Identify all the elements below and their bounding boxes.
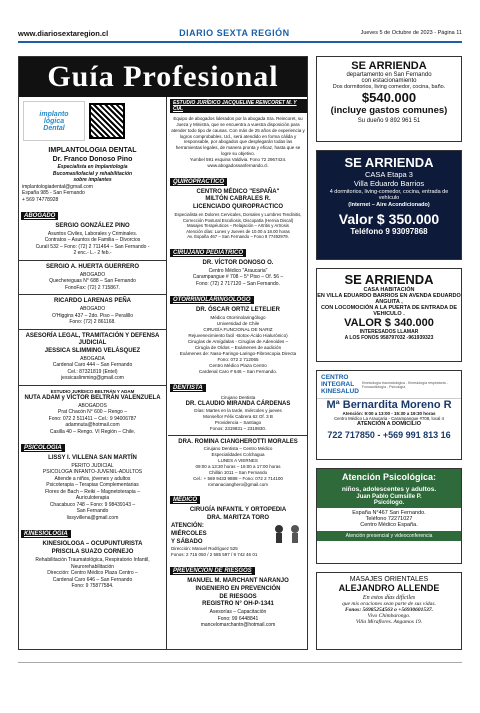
rg-t1: MANUEL M. MARCHANT NARANJO bbox=[187, 578, 289, 585]
bt-l4: Casilla 40 – Rengo. VI Región – Chile. bbox=[49, 428, 136, 435]
ad2-l1: CASA Etapa 3 bbox=[365, 170, 413, 179]
estudio-block bbox=[168, 115, 308, 170]
ad6-l2: que mis oraciones sean parte de sus vidas. bbox=[342, 601, 436, 607]
divider bbox=[19, 294, 166, 295]
ej-l2: Yumbel 591 esquina Valdivia. Fono 72 2967424. bbox=[189, 156, 287, 162]
ad3-price: VALOR $ 340.000 bbox=[344, 317, 434, 329]
ad3-l1: CASA HABITACIÓN bbox=[363, 287, 415, 293]
ad1-title: SE ARRIENDA bbox=[351, 60, 427, 72]
ad3-title: SE ARRIENDA bbox=[344, 272, 434, 287]
qr-t2: MILTÓN CABRALES R. bbox=[205, 196, 271, 203]
qr-l2: Masajes Terapéuticos – Relajación – Artritis y Artrosis bbox=[187, 223, 289, 229]
kn-sub: PRISCILA SUAZO CORNEJO bbox=[51, 549, 134, 556]
d1-l4: Fonos: 2319831 – 2319830. bbox=[209, 425, 267, 431]
ot-l4: Rejuvenecimiento facil -Botox-Ácido Hialurónico) bbox=[188, 332, 288, 338]
ad4-l2: Centro Médico La Araucaria - Carampangue #708, local 4 bbox=[334, 416, 444, 421]
d2-l5: Chillán 1011 – San Fernando bbox=[208, 469, 268, 475]
ot-l7: Exámenes de: Naso-Faringo-Laringo-Fibroscopia Directa bbox=[179, 350, 297, 356]
ad6-l3: Fonos: 56985254563 o +56930601537. bbox=[344, 607, 434, 613]
ad6-l1: En estos días difíciles bbox=[362, 595, 416, 601]
dentista2-block bbox=[168, 438, 308, 489]
ad6-l4: Vivo Chimbarongo. bbox=[367, 613, 411, 619]
qr-l4: Av. España 467 – San Fernando – Fono 9 77492979. bbox=[187, 234, 289, 240]
lv-l6: Chacabuco 748 – Fono: 9 98439143 – bbox=[49, 501, 136, 508]
d2-name: DRA. ROMINA CIANGHEROTTI MORALES bbox=[178, 438, 298, 445]
lv-name: LISSY I. VILLENA SAN MARTÍN bbox=[48, 455, 137, 462]
section-medico: MÉDICO bbox=[170, 496, 200, 504]
ot-l5: Cirugías de Amígdalas - Cirugías de Adenoides – bbox=[187, 338, 289, 344]
guide-left-column bbox=[19, 97, 167, 649]
ad5-l6: Centro Médico España. bbox=[360, 522, 418, 528]
implant-spec3: sobre implantes bbox=[73, 177, 112, 184]
rg-l3[interactable]: mancelomarchantn@hotmail.com bbox=[200, 622, 276, 629]
bt-role: ABOGADOS bbox=[78, 402, 107, 409]
sg-l2: Contratos – Asuntos de Familia – Divorcios bbox=[44, 237, 141, 244]
ad5-l7: Atención presencial y videoconferencia bbox=[317, 531, 461, 541]
lv-l7: San Fernando bbox=[76, 508, 109, 515]
ot-l1: Médico Otorrinolaringólogo bbox=[210, 314, 266, 320]
rg-t2: INGENIERO EN PREVENCIÓN bbox=[195, 585, 281, 592]
kn-l1: Rehabilitación Traumatológica, Respiratorio Infantil, bbox=[35, 557, 150, 563]
divider bbox=[168, 435, 308, 436]
section-cirujano: CIRUJANO PEDIÁTRICO bbox=[170, 249, 246, 257]
rg-t3: DE RIESGOS bbox=[219, 593, 257, 600]
quiro-block bbox=[168, 188, 308, 241]
ad5-l1: niños, adolescentes y adultos. bbox=[317, 485, 461, 494]
bt-l2: Fono: 072 2 511411 – Cel.: 9 94006787 bbox=[48, 415, 137, 422]
kn-l5: Fono: 9 75877584. bbox=[71, 583, 114, 589]
lv-role: PERITO JUDICIAL bbox=[71, 462, 114, 469]
lv-l1: PSICOLOGA INFANTO-JUVENIL-ADULTOS bbox=[42, 469, 143, 476]
rl-l1: O'Higgins 437 – 2do. Piso – Peralillo bbox=[51, 312, 133, 319]
lv-l3: Psicoterapia – Terapias Complementarias bbox=[46, 482, 139, 489]
ad1-phone: Su dueño 9 892 961 51 bbox=[357, 118, 421, 124]
kn-l2: Neurorehabilitación bbox=[70, 563, 115, 570]
ot-l2: Universidad de Chile bbox=[216, 320, 260, 326]
ad4-name: Mª Bernardita Moreno R bbox=[326, 399, 452, 411]
implant-spec2: Bucomaxilofacial y rehabilitación bbox=[52, 170, 133, 177]
ej-l1: Equipo de abogados liderados por la abogada Sra. Reincoret, su Jueza y Ministra, que se encuentra a vuestra disposición para atender todo tipo de causas. Con más de 25 años de experiencia y logros comprobables. Ud., será atendido en forma cálida y responsable, por abogados que desplegarán todas las herramientas legales, de manera pronta y eficaz, hasta que se logre su objetivo. bbox=[171, 116, 305, 157]
page-header bbox=[18, 26, 462, 40]
ot-l3: CIRUGÍA FUNCIONAL DE NARIZ bbox=[203, 326, 273, 332]
lv-l2: Atiende a niños, jóvenes y adultos bbox=[54, 475, 131, 482]
lv-l8[interactable]: lissyvillena@gmail.com bbox=[66, 514, 119, 521]
sg-l4: 2 enc.- L.- 2 feb.- bbox=[73, 250, 112, 257]
ad2-phone: Teléfono 9 93097868 bbox=[350, 227, 428, 236]
ad5-l2: Juan Pablo Cumsille P. bbox=[317, 494, 461, 500]
section-riesgos: PREVENCIÓN DE RIESGOS bbox=[170, 567, 255, 575]
qr-t3: LICENCIADO QUIROPRACTICO bbox=[193, 204, 283, 211]
md-t1: CIRUGÍA INFANTIL Y ORTOPEDIA bbox=[189, 507, 287, 514]
ot-l10: Cardenal Caro # 646 – San Fernando. bbox=[198, 368, 278, 374]
cp-l1: Centro Médico "Araucaria" bbox=[208, 267, 268, 274]
ad5-l5: Teléfono 72271027 bbox=[365, 516, 413, 522]
bt-title: ESTUDIO JURÍDICO BELTRÁN Y ADAM bbox=[50, 388, 135, 394]
header-rule bbox=[18, 41, 462, 43]
sergio-gonzalez-block bbox=[19, 222, 166, 258]
qr-l1: Especialista en Dolores Cervicales, Dorsales y Lumbres Tendinitis, Corrección Postural Escoliosis, Discopatía (Hernia Discal) bbox=[174, 211, 302, 223]
ciru-block bbox=[168, 259, 308, 288]
ad5-l3: Psicólogo. bbox=[317, 500, 461, 508]
medico-block bbox=[168, 506, 308, 559]
d2-l3: LUNES A VIERNES bbox=[218, 458, 258, 464]
sh-l1: Quechereguas N° 688 – San Fernando bbox=[49, 278, 136, 285]
d1-l3: Providencia – Santiago bbox=[214, 419, 262, 425]
md-t5: Y SÁBADO bbox=[171, 538, 203, 545]
implant-email[interactable]: implantologiadental@gmail.com bbox=[22, 183, 93, 190]
dentista1-block bbox=[168, 394, 308, 433]
qr-l3: Atención días: Lunes y Jueves de 10.00 a 18.00 horas bbox=[186, 228, 290, 234]
guia-profesional bbox=[18, 56, 308, 650]
lv-l5: Auriculoterapia bbox=[75, 495, 110, 502]
ad-masajes-orientales bbox=[316, 572, 462, 650]
kn-name: KINESIOLOGA – OCUPUNTURISTA bbox=[42, 541, 143, 548]
d1-name: DR. CLAUDIO MIRANDA CÁRDENAS bbox=[185, 400, 291, 407]
ricardo-block bbox=[19, 297, 166, 326]
qr-t1: CENTRO MÉDICO "ESPAÑA" bbox=[196, 188, 280, 195]
divider bbox=[19, 260, 166, 261]
ad-atencion-psicologica bbox=[316, 468, 462, 564]
ad2-l2: Villa Eduardo Barrios bbox=[353, 179, 425, 188]
sg-name: SERGIO GONZÁLEZ PINO bbox=[55, 223, 130, 230]
section-dentista: DENTISTA bbox=[170, 384, 206, 392]
ad2-price: Valor $ 350.000 bbox=[338, 211, 440, 227]
ad6-t1: MASAJES ORIENTALES bbox=[349, 576, 429, 583]
implant-phone: + 569 74778928 bbox=[22, 196, 59, 203]
ad-arriendo-depto bbox=[316, 56, 462, 142]
md-l1: Dirección: Manuel Rodríguez 525 bbox=[171, 546, 238, 552]
kn-l3: Dirección: Centro Médico Plaza Centro – bbox=[47, 570, 138, 576]
ad1-l3: Dos dormitorios, living comedor, cocina, baño. bbox=[332, 84, 446, 90]
sergio-huerta-block bbox=[19, 263, 166, 292]
ad-kinesalud bbox=[316, 370, 462, 460]
d2-l7[interactable]: romanacianghero@gmail.com bbox=[207, 481, 269, 487]
implant-address: España 985 - San Fernando bbox=[22, 190, 85, 197]
implant-title: IMPLANTOLOGIA DENTAL bbox=[48, 147, 137, 154]
ad3-l5: A LOS FONOS 958797032 -961939323 bbox=[344, 335, 434, 341]
guide-right-column bbox=[168, 97, 308, 649]
ad1-l1: departamento en San Fernando bbox=[346, 72, 432, 78]
ad2-l4: (Internet – Aire Acondicionado) bbox=[348, 202, 430, 208]
page-date: Jueves 5 de Octubre de 2023 - Página 11 bbox=[360, 30, 462, 36]
ej-l3[interactable]: www.abogadossanfernando.cl. bbox=[207, 162, 269, 168]
lv-l4: Flores de Bach – Reiki – Magnetoterapia – bbox=[45, 488, 140, 495]
as-sub: JESSICA SLIMMING VELÁSQUEZ bbox=[44, 348, 141, 355]
cp-name: DR. VÍCTOR DONOSO O. bbox=[202, 259, 274, 266]
newspaper-name: DIARIO SEXTA REGIÓN bbox=[179, 28, 290, 38]
children-illustration-icon bbox=[271, 523, 305, 545]
ad2-l3: 4 dormitorios, living-comedor, cocina, entrada de vehículo bbox=[329, 189, 449, 201]
d2-l1: Cirujano Dentista – Centro Médico bbox=[203, 446, 273, 452]
otorrino-block bbox=[168, 306, 308, 375]
section-kinesiologia: KINESIOLOGÍA bbox=[21, 530, 71, 538]
ad6-l5: Villa Miraflores. Angamos 19. bbox=[355, 619, 423, 625]
as-name: ASESORÍA LEGAL, TRAMITACIÓN Y DEFENSA JUDICIAL bbox=[25, 332, 160, 347]
ot-l8: Fono: 072 2 712065 bbox=[217, 356, 259, 362]
sg-l1: Asuntos Civiles, Laborales y Criminales. bbox=[47, 230, 138, 237]
ad2-title: SE ARRIENDA bbox=[344, 155, 434, 170]
section-abogado: ABOGADO bbox=[21, 212, 58, 220]
d1-role: Cirujano Dentista bbox=[220, 394, 256, 400]
implant-logo-row bbox=[19, 97, 166, 145]
ad1-l2: con estacionamiento bbox=[361, 78, 417, 84]
as-l2: Cel.: 87321819 (Entel) bbox=[67, 368, 118, 375]
ad3-l2: EN VILLA EDUARDO BARRIOS EN AVENDA EDUARDO ANGUITA , bbox=[317, 293, 461, 305]
rg-l2: Fono: 99 6448841 bbox=[217, 615, 259, 622]
ad6-t2: ALEJANDRO ALLENDE bbox=[338, 583, 440, 593]
rl-role: ABOGADO bbox=[79, 306, 106, 313]
ad4-l3: ATENCIÓN A DOMICILIO bbox=[357, 421, 421, 427]
section-psicologia: PSICOLOGÍA bbox=[21, 444, 65, 452]
bt-l3[interactable]: adamnuta@hotmail.com bbox=[65, 422, 120, 429]
ad4-phones: 722 717850 - +569 991 813 16 bbox=[327, 430, 451, 440]
ad-arriendo-casa-etapa3 bbox=[316, 150, 462, 260]
ot-name: DR. ÓSCAR ORTIZ LETELIER bbox=[196, 307, 280, 314]
ot-l6: Cirugía de Oídos – Exámenes de audición bbox=[194, 344, 282, 350]
implant-logo: implanto lógica Dental bbox=[23, 101, 85, 141]
rg-t4: REGISTRO N° OH-P-1341 bbox=[202, 601, 274, 608]
ad3-l4: INTERESADOS LLAMAR bbox=[359, 329, 419, 335]
section-estudio: ESTUDIO JURÍDICO JACQUELINE REINCORET M. Y CÍA. bbox=[170, 99, 308, 113]
d1-l2: Monseñor Félix Cabrera 62 Of. 3 B bbox=[203, 414, 273, 420]
ad1-note: (incluye gastos comunes) bbox=[330, 105, 448, 116]
sh-l2: FonoFax: (72) 2 715867. bbox=[64, 284, 121, 291]
md-t2: DRA. MARITZA TORO bbox=[207, 515, 269, 522]
ot-l9: Centro Médico Plaza Centro bbox=[209, 362, 267, 368]
divider bbox=[19, 329, 166, 330]
rl-l2: Fono: (72) 2 861168. bbox=[69, 319, 116, 326]
cp-l3: Fono: (72) 2 717120 – San Fernando. bbox=[196, 280, 280, 287]
section-otorrino: OTORRINOLARINGÓLOGO bbox=[170, 296, 254, 304]
ad3-l3: CON LOCOMOCIÓN A LA PUERTA DE ENTRADA DE VEHICULO . bbox=[320, 305, 458, 317]
ad-arriendo-casa-habitacion bbox=[316, 268, 462, 362]
ad5-l4: España N°467 San Fernando. bbox=[352, 510, 426, 516]
lissy-block bbox=[19, 454, 166, 522]
as-role: ABOGADA bbox=[80, 355, 105, 362]
kn-l4: Cardenal Caro 646 – San Fernando bbox=[52, 576, 133, 583]
d2-l6: Cel.: + 569 9433 9888 – Fono: 072 2 714100 bbox=[193, 475, 283, 481]
bt-name: NUTA ADAM y VÍCTOR BELTRÁN VALENZUELA bbox=[24, 394, 161, 401]
kine-block bbox=[19, 540, 166, 590]
implant-block bbox=[19, 145, 166, 204]
d2-l4: 09:00 a 13:30 horas – 16:00 a 17:00 horas bbox=[195, 464, 281, 469]
qr-code-icon bbox=[89, 103, 125, 139]
md-l2: Fonos: 2 715 050 / 2 585 597 / 9 742 46 01 bbox=[171, 552, 258, 558]
as-l3[interactable]: jessicaslimming@gmail.com bbox=[61, 375, 124, 382]
d2-l2: Especialidades Colchagua bbox=[211, 452, 265, 458]
divider bbox=[19, 385, 166, 386]
ad5-title: Atención Psicológica: bbox=[317, 469, 461, 485]
bt-l1: Prat Chacón N° 600 – Rengo – bbox=[58, 409, 127, 416]
guide-title: Guía Profesional bbox=[19, 57, 307, 97]
implant-spec1: Especialista en Implantología bbox=[57, 164, 128, 171]
riesgo-block bbox=[168, 577, 308, 630]
md-t3: ATENCIÓN: bbox=[171, 522, 204, 529]
sg-l3: Curalí 532 – Fono: (72) 2 711464 – San Fernando - bbox=[35, 243, 150, 250]
footer-rule bbox=[18, 662, 462, 663]
site-url[interactable]: www.diariosextaregion.cl bbox=[18, 28, 109, 38]
ad4-tag: Kinesiología traumatológica - Kinesiología respiratoria - Fonoaudiología - Psicología bbox=[361, 380, 448, 389]
section-quiropractico: QUIROPRÁCTICO bbox=[170, 178, 227, 186]
d1-l1: Días: Martes en la tarde, miércoles y jueves bbox=[194, 408, 282, 414]
sh-role: ABOGADO bbox=[79, 271, 106, 278]
ad1-price: $540.000 bbox=[361, 90, 417, 105]
cp-l2: Carampangue # 708 – 5° Piso – Of. 56 – bbox=[192, 274, 284, 281]
sh-name: SERGIO A. HUERTA GUERRERO bbox=[45, 263, 140, 270]
rl-name: RICARDO LARENAS PEÑA bbox=[53, 298, 131, 305]
ad4-l1: Atención: 9:00 a 13:00 - 15:30 a 19:30 horas bbox=[342, 411, 436, 416]
beltran-block bbox=[19, 388, 166, 436]
asesoria-block bbox=[19, 332, 166, 383]
md-t4: MIÉRCOLES bbox=[171, 530, 207, 537]
implant-doctor: Dr. Franco Donoso Pino bbox=[52, 156, 133, 164]
kinesalud-logo: CENTRO INTEGRAL KINESALUD bbox=[321, 374, 359, 395]
as-l1: Cardenal Caro 444 – San Fernando bbox=[52, 362, 133, 369]
rg-l1: Asesorías – Capacitación bbox=[209, 609, 267, 616]
